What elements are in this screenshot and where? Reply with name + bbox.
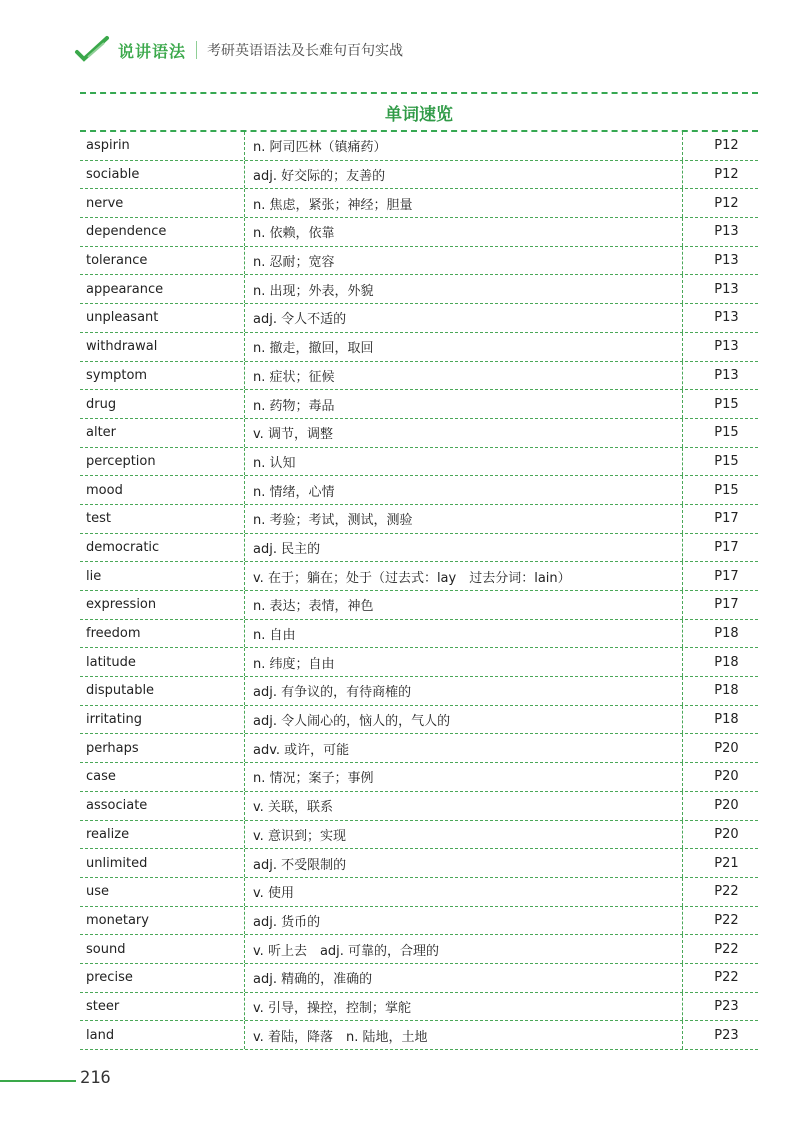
definition-cell: v. 意识到；实现 [244, 821, 682, 849]
table-row [80, 247, 758, 276]
word-cell: steer [86, 998, 120, 1014]
definition-cell: adj. 不受限制的 [244, 849, 682, 877]
page-ref-cell: P22 [682, 907, 758, 935]
word-cell: unlimited [86, 855, 148, 871]
page-ref-cell: P20 [682, 763, 758, 791]
word-cell: aspirin [86, 138, 130, 154]
definition-cell: n. 撤走，撤回，取回 [244, 333, 682, 361]
page-ref-cell: P15 [682, 390, 758, 418]
page-header [74, 30, 403, 70]
definition-cell: adj. 精确的，准确的 [244, 964, 682, 992]
page-ref-cell: P23 [682, 993, 758, 1021]
word-cell: latitude [86, 654, 136, 670]
word-cell: dependence [86, 224, 167, 240]
page-ref-cell: P18 [682, 648, 758, 676]
page-ref-cell: P22 [682, 878, 758, 906]
word-cell: unpleasant [86, 310, 159, 326]
page-ref-cell: P17 [682, 591, 758, 619]
table-row [80, 591, 758, 620]
table-row [80, 218, 758, 247]
footer-line [0, 1080, 76, 1082]
definition-cell: n. 焦虑，紧张；神经；胆量 [244, 189, 682, 217]
table-row [80, 476, 758, 505]
definition-cell: adj. 令人不适的 [244, 304, 682, 332]
word-cell: disputable [86, 683, 155, 699]
definition-cell: n. 考验；考试，测试，测验 [244, 505, 682, 533]
page-ref-cell: P17 [682, 505, 758, 533]
word-cell: realize [86, 826, 130, 842]
page-ref-cell: P18 [682, 620, 758, 648]
table-row [80, 935, 758, 964]
table-row [80, 189, 758, 218]
page-ref-cell: P13 [682, 218, 758, 246]
word-cell: perception [86, 453, 156, 469]
word-cell: test [86, 511, 111, 527]
table-row [80, 734, 758, 763]
word-cell: nerve [86, 195, 124, 211]
word-cell: democratic [86, 539, 160, 555]
page-ref-cell: P22 [682, 935, 758, 963]
page-ref-cell: P17 [682, 534, 758, 562]
brand-title: 说讲语法 [118, 41, 187, 61]
page-ref-cell: P13 [682, 362, 758, 390]
definition-cell: n. 药物；毒品 [244, 390, 682, 418]
table-row [80, 275, 758, 304]
table-row [80, 763, 758, 792]
vocabulary-table [80, 92, 758, 1050]
definition-cell: adv. 或许，可能 [244, 734, 682, 762]
table-row [80, 620, 758, 649]
definition-cell: v. 引导，操控，控制；掌舵 [244, 993, 682, 1021]
word-cell: associate [86, 798, 148, 814]
page-ref-cell: P17 [682, 562, 758, 590]
table-row [80, 878, 758, 907]
word-cell: use [86, 884, 110, 900]
pen-check-logo-icon [74, 35, 112, 65]
table-row [80, 964, 758, 993]
word-cell: mood [86, 482, 123, 498]
table-row [80, 505, 758, 534]
table-row [80, 792, 758, 821]
definition-cell: v. 关联，联系 [244, 792, 682, 820]
word-cell: appearance [86, 281, 164, 297]
definition-cell: adj. 民主的 [244, 534, 682, 562]
table-row [80, 333, 758, 362]
table-row [80, 849, 758, 878]
table-row [80, 562, 758, 591]
definition-cell: adj. 有争议的，有待商榷的 [244, 677, 682, 705]
word-cell: sociable [86, 167, 140, 183]
page-ref-cell: P13 [682, 333, 758, 361]
page-ref-cell: P13 [682, 304, 758, 332]
definition-cell: adj. 好交际的；友善的 [244, 161, 682, 189]
table-row [80, 161, 758, 190]
word-cell: sound [86, 941, 126, 957]
definition-cell: n. 症状；征候 [244, 362, 682, 390]
definition-cell: adj. 货币的 [244, 907, 682, 935]
page-ref-cell: P18 [682, 706, 758, 734]
table-row [80, 448, 758, 477]
page-number: 216 [80, 1068, 111, 1088]
page-ref-cell: P12 [682, 161, 758, 189]
table-rows [80, 132, 758, 1050]
table-row [80, 419, 758, 448]
book-subtitle: 考研英语语法及长难句百句实战 [207, 43, 404, 59]
definition-cell: v. 在于；躺在；处于（过去式：lay 过去分词：lain） [244, 562, 682, 590]
page-ref-cell: P18 [682, 677, 758, 705]
table-row [80, 677, 758, 706]
word-cell: land [86, 1027, 115, 1043]
word-cell: withdrawal [86, 339, 158, 355]
page-ref-cell: P15 [682, 476, 758, 504]
word-cell: tolerance [86, 253, 148, 269]
page-ref-cell: P20 [682, 792, 758, 820]
page-ref-cell: P22 [682, 964, 758, 992]
definition-cell: n. 依赖，依靠 [244, 218, 682, 246]
page-ref-cell: P21 [682, 849, 758, 877]
definition-cell: n. 情绪，心情 [244, 476, 682, 504]
definition-cell: n. 纬度；自由 [244, 648, 682, 676]
table-title: 单词速览 [80, 92, 758, 132]
page-ref-cell: P20 [682, 821, 758, 849]
table-row [80, 132, 758, 161]
word-cell: symptom [86, 367, 148, 383]
definition-cell: n. 认知 [244, 448, 682, 476]
definition-cell: n. 忍耐；宽容 [244, 247, 682, 275]
definition-cell: n. 情况；案子；事例 [244, 763, 682, 791]
page-ref-cell: P15 [682, 419, 758, 447]
table-row [80, 993, 758, 1022]
word-cell: perhaps [86, 740, 139, 756]
page-ref-cell: P23 [682, 1021, 758, 1049]
page-ref-cell: P12 [682, 132, 758, 160]
table-row [80, 390, 758, 419]
definition-cell: n. 阿司匹林（镇痛药） [244, 132, 682, 160]
table-row [80, 821, 758, 850]
word-cell: alter [86, 425, 117, 441]
word-cell: drug [86, 396, 117, 412]
table-row [80, 706, 758, 735]
definition-cell: v. 使用 [244, 878, 682, 906]
definition-cell: n. 自由 [244, 620, 682, 648]
page-ref-cell: P13 [682, 247, 758, 275]
definition-cell: n. 表达；表情，神色 [244, 591, 682, 619]
word-cell: irritating [86, 712, 142, 728]
header-divider [196, 41, 197, 59]
page-ref-cell: P12 [682, 189, 758, 217]
definition-cell: v. 着陆，降落 n. 陆地，土地 [244, 1021, 682, 1049]
word-cell: monetary [86, 912, 149, 928]
word-cell: freedom [86, 626, 141, 642]
definition-cell: v. 调节，调整 [244, 419, 682, 447]
table-row [80, 1021, 758, 1050]
word-cell: lie [86, 568, 102, 584]
definition-cell: n. 出现；外表，外貌 [244, 275, 682, 303]
page-ref-cell: P13 [682, 275, 758, 303]
table-row [80, 534, 758, 563]
table-row [80, 648, 758, 677]
table-row [80, 304, 758, 333]
table-row [80, 907, 758, 936]
word-cell: case [86, 769, 116, 785]
page-ref-cell: P15 [682, 448, 758, 476]
word-cell: precise [86, 970, 133, 986]
definition-cell: adj. 令人闹心的，恼人的，气人的 [244, 706, 682, 734]
definition-cell: v. 听上去 adj. 可靠的，合理的 [244, 935, 682, 963]
table-row [80, 362, 758, 391]
page-ref-cell: P20 [682, 734, 758, 762]
word-cell: expression [86, 597, 157, 613]
